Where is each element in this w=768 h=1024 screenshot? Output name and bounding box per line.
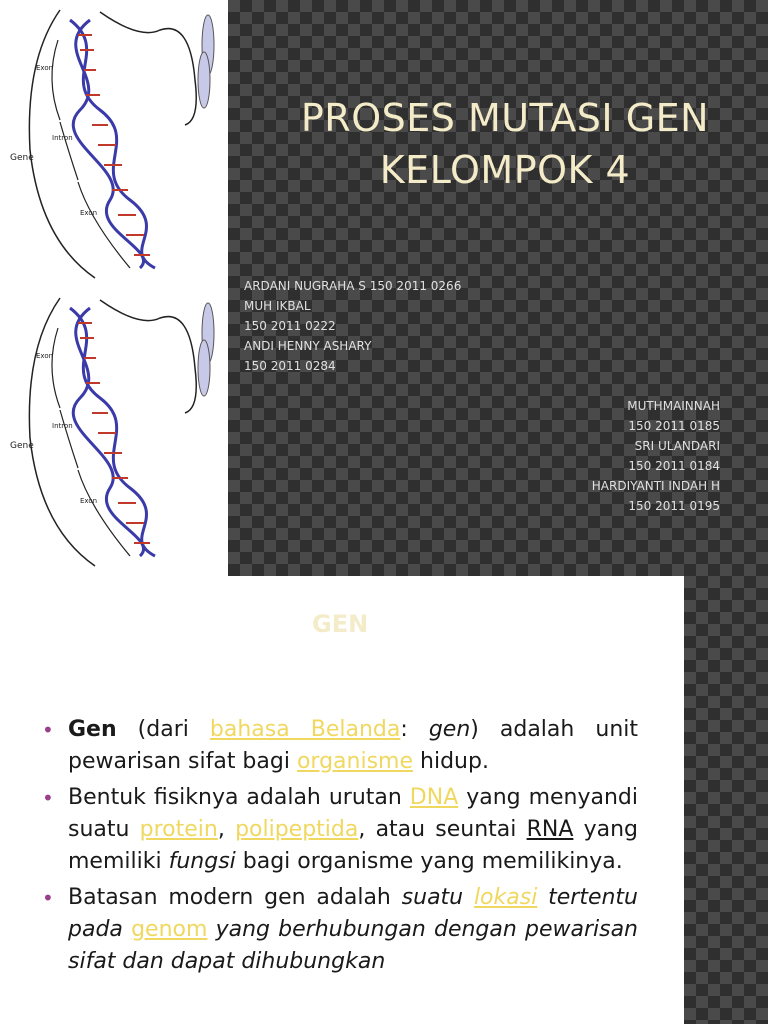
link-lokasi[interactable]: lokasi [473, 885, 538, 910]
member-line: 150 2011 0195 [628, 499, 720, 513]
member-line: ARDANI NUGRAHA S 150 2011 0266 [244, 279, 462, 293]
member-line: ANDI HENNY ASHARY [244, 339, 372, 353]
bullet-item-1: • Gen (dari bahasa Belanda: gen) adalah unit pewarisan sifat bagi organisme hidup. [40, 714, 638, 778]
checker-sidebar [684, 576, 768, 1024]
svg-text:Intron: Intron [52, 134, 73, 142]
bullet-item-2: • Bentuk fisiknya adalah urutan DNA yang menyandi suatu protein, polipeptida, atau seuntai RNA yang memiliki fungsi bagi organisme yang memilikinya. [40, 782, 638, 878]
svg-text:Gene: Gene [10, 441, 34, 451]
link-organisme[interactable]: organisme [296, 749, 414, 774]
member-line: MUTHMAINNAH [627, 399, 720, 413]
slide-title [270, 92, 740, 196]
title-line-2: KELOMPOK 4 [379, 148, 631, 192]
member-line: 150 2011 0185 [628, 419, 720, 433]
svg-text:Exon: Exon [80, 497, 98, 505]
members-list-left [244, 276, 461, 376]
svg-text:Exon: Exon [36, 64, 54, 72]
member-line: SRI ULANDARI [634, 439, 720, 453]
link-protein[interactable]: protein [139, 817, 218, 842]
member-line: 150 2011 0284 [244, 359, 336, 373]
link-genom[interactable]: genom [131, 917, 208, 942]
dna-gene-diagram-top [0, 0, 228, 288]
member-line: 150 2011 0184 [628, 459, 720, 473]
members-list-right [592, 396, 720, 516]
member-line: MUH IKBAL [244, 299, 311, 313]
title-line-1: PROSES MUTASI GEN [300, 96, 710, 140]
svg-text:Exon: Exon [80, 209, 98, 217]
svg-text:Intron: Intron [52, 422, 73, 430]
bullet-list [40, 714, 638, 982]
member-line: 150 2011 0222 [244, 319, 336, 333]
link-dna[interactable]: DNA [409, 785, 459, 810]
slide-heading: GEN [312, 610, 369, 638]
svg-text:Exon: Exon [36, 352, 54, 360]
link-bahasa-belanda[interactable]: bahasa Belanda [209, 717, 401, 742]
dna-gene-diagram-bottom [0, 288, 228, 576]
bullet-item-3: • Batasan modern gen adalah suatu lokasi tertentu pada genom yang berhubungan dengan pewarisan sifat dan dapat dihubungkan [40, 882, 638, 978]
gene-label: Gene [10, 153, 34, 163]
link-rna[interactable]: RNA [526, 817, 574, 842]
gen-slide [0, 576, 768, 1024]
link-polipeptida[interactable]: polipeptida [235, 817, 359, 842]
member-line: HARDIYANTI INDAH H [591, 479, 720, 493]
